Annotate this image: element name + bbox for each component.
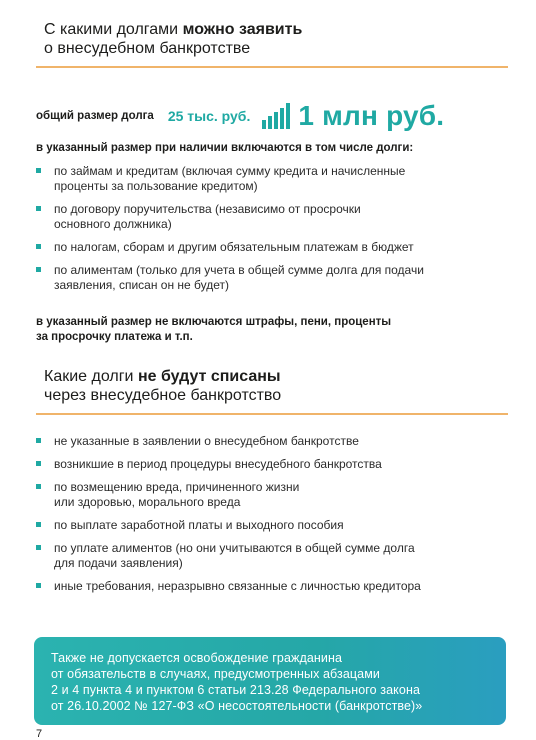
item-line: заявления, списан он не будет) xyxy=(54,278,230,292)
item-line: по договору поручительства (независимо от просрочки xyxy=(54,202,361,216)
list-item xyxy=(36,480,506,510)
title-text: Какие долги xyxy=(44,368,138,385)
item-line: или здоровью, морального вреда xyxy=(54,495,241,509)
item-line: по возмещению вреда, причиненного жизни xyxy=(54,480,300,494)
excluded-line2: за просрочку платежа и т.п. xyxy=(36,331,193,343)
list-item xyxy=(36,579,506,594)
bullet-square-icon xyxy=(36,206,41,211)
item-line: не указанные в заявлении о внесудебном банкротстве xyxy=(54,434,359,448)
title-emphasis: не будут списаны xyxy=(137,368,281,385)
not-written-off-list xyxy=(36,434,506,594)
title-text: С какими долгами xyxy=(44,21,183,38)
list-item xyxy=(36,434,506,449)
page-number: 7 xyxy=(36,728,43,740)
note-line: от обязательств в случаях, предусмотренных абзацами xyxy=(51,667,381,681)
title-line2: через внесудебное банкротство xyxy=(44,387,282,404)
bullet-square-icon xyxy=(36,522,41,527)
bullet-square-icon xyxy=(36,583,41,588)
item-line: по алиментам (только для учета в общей сумме долга для подачи xyxy=(54,263,424,277)
item-line: иные требования, неразрывно связанные с личностью кредитора xyxy=(54,579,421,593)
list-item xyxy=(36,518,506,533)
list-item xyxy=(36,263,506,293)
note-line: 2 и 4 пункта 4 и пунктом 6 статьи 213.28 Федерального закона xyxy=(51,683,420,697)
item-line: возникшие в период процедуры внесудебного банкротства xyxy=(54,457,382,471)
list-item xyxy=(36,457,506,472)
note-line: от 26.10.2002 № 127-ФЗ «О несостоятельности (банкротстве)» xyxy=(51,699,423,713)
bullet-square-icon xyxy=(36,267,41,272)
list-item xyxy=(36,240,506,255)
divider-rule xyxy=(36,66,508,68)
item-line: для подачи заявления) xyxy=(54,556,183,570)
included-heading: в указанный размер при наличии включаются в том числе долги: xyxy=(36,142,414,154)
note-line: Также не допускается освобождение гражданина xyxy=(51,651,343,665)
divider-rule xyxy=(36,413,508,415)
bullet-square-icon xyxy=(36,461,41,466)
debt-range xyxy=(36,96,444,136)
list-item xyxy=(36,202,506,232)
section-title-not-written-off xyxy=(44,367,281,405)
item-line: по займам и кредитам (включая сумму кредита и начисленные xyxy=(54,164,406,178)
bullet-square-icon xyxy=(36,545,41,550)
item-line: по выплате заработной платы и выходного пособия xyxy=(54,518,344,532)
title-emphasis: можно заявить xyxy=(182,21,303,38)
excluded-line1: в указанный размер не включаются штрафы, пени, проценты xyxy=(36,316,392,328)
bullet-square-icon xyxy=(36,168,41,173)
section-title-debts-to-declare xyxy=(44,20,302,58)
bullet-square-icon xyxy=(36,438,41,443)
list-item xyxy=(36,164,506,194)
title-line2: о внесудебном банкротстве xyxy=(44,40,251,57)
range-max-value: 1 млн руб. xyxy=(298,100,445,131)
item-line: основного должника) xyxy=(54,217,172,231)
item-line: по налогам, сборам и другим обязательным платежам в бюджет xyxy=(54,240,414,254)
item-line: проценты за пользование кредитом) xyxy=(54,179,258,193)
bullet-square-icon xyxy=(36,484,41,489)
excluded-note xyxy=(36,315,391,345)
bullet-square-icon xyxy=(36,244,41,249)
list-item xyxy=(36,541,506,571)
growth-bars-icon xyxy=(262,103,290,129)
included-list xyxy=(36,164,506,293)
range-min-value: 25 тыс. руб. xyxy=(167,108,251,124)
range-label: общий размер долга xyxy=(36,110,154,122)
item-line: по уплате алиментов (но они учитываются в общей сумме долга xyxy=(54,541,415,555)
legal-note-box xyxy=(34,637,506,725)
